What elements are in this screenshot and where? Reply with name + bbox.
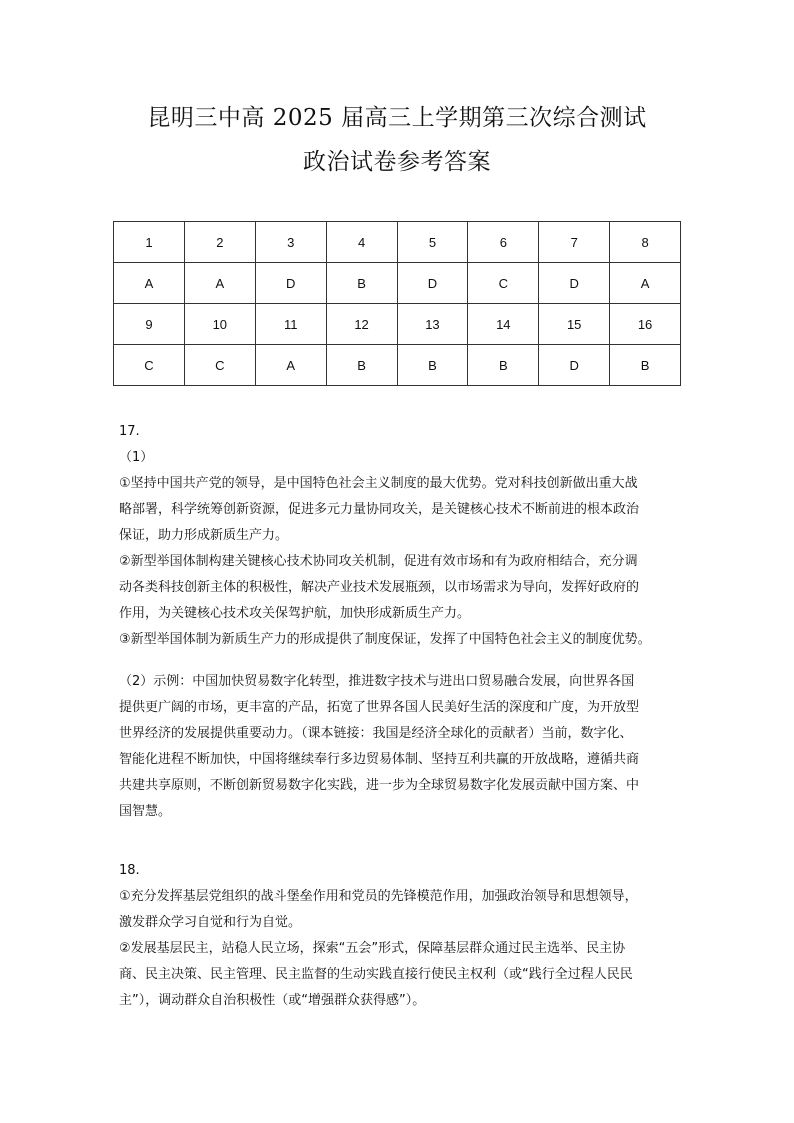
- table-cell: 13: [397, 304, 468, 345]
- answer-line: ②新型举国体制构建关键核心技术协同攻关机制，促进有效市场和有为政府相结合，充分调: [119, 554, 638, 569]
- answer-line: ①充分发挥基层党组织的战斗堡垒作用和党员的先锋模范作用，加强政治领导和思想领导，: [119, 889, 638, 904]
- table-cell: C: [468, 263, 539, 304]
- answer-line: 略部署，科学统筹创新资源，促进多元力量协同攻关，是关键核心技术不断前进的根本政治: [119, 502, 640, 517]
- table-cell: A: [610, 263, 681, 304]
- answer-line: ③新型举国体制为新质生产力的形成提供了制度保证，发挥了中国特色社会主义的制度优势。: [119, 632, 651, 647]
- answer-line: 商、民主决策、民主管理、民主监督的生动实践直接行使民主权利（或“践行全过程人民民: [119, 967, 633, 982]
- table-cell: 10: [184, 304, 255, 345]
- answer-line: 作用，为关键核心技术攻关保驾护航，加快形成新质生产力。: [119, 606, 471, 621]
- question-18-answer: [119, 858, 689, 1014]
- answer-table: [113, 221, 681, 386]
- answer-line: 智能化进程不断加快，中国将继续奉行多边贸易体制、坚持互利共赢的开放战略，遵循共商: [119, 752, 640, 767]
- table-cell: 3: [255, 222, 326, 263]
- table-cell: 5: [397, 222, 468, 263]
- answer-line: 国智慧。: [119, 804, 172, 819]
- table-row: [114, 222, 681, 263]
- answer-line: 世界经济的发展提供重要动力。（课本链接：我国是经济全球化的贡献者）当前，数字化、: [119, 726, 633, 741]
- question-number: 18.: [119, 863, 140, 878]
- answer-line: ②发展基层民主，站稳人民立场，探索“五会”形式，保障基层群众通过民主选举、民主协: [119, 941, 626, 956]
- table-row: [114, 345, 681, 386]
- document-title: 昆明三中高 2025 届高三上学期第三次综合测试: [147, 105, 647, 131]
- answer-line: 动各类科技创新主体的积极性，解决产业技术发展瓶颈，以市场需求为导向，发挥好政府的: [119, 580, 640, 595]
- part-label: （1）: [119, 450, 154, 465]
- answer-line: 主”），调动群众自治积极性（或“增强群众获得感”）。: [119, 993, 426, 1008]
- table-cell: 6: [468, 222, 539, 263]
- answer-line: 激发群众学习自觉和行为自觉。: [119, 915, 302, 930]
- table-cell: 1: [114, 222, 185, 263]
- table-cell: 7: [539, 222, 610, 263]
- answer-line: 共建共享原则，不断创新贸易数字化实践，进一步为全球贸易数字化发展贡献中国方案、中: [119, 778, 640, 793]
- table-cell: 9: [114, 304, 185, 345]
- table-cell: B: [610, 345, 681, 386]
- table-cell: 11: [255, 304, 326, 345]
- table-cell: 14: [468, 304, 539, 345]
- document-subtitle: 政治试卷参考答案: [303, 149, 491, 175]
- table-cell: D: [539, 263, 610, 304]
- answer-line: （2）示例：中国加快贸易数字化转型，推进数字技术与进出口贸易融合发展，向世界各国: [119, 674, 635, 689]
- table-row: [114, 304, 681, 345]
- table-cell: A: [255, 345, 326, 386]
- table-cell: 2: [184, 222, 255, 263]
- question-number: 17.: [119, 424, 140, 439]
- answer-line: ①坚持中国共产党的领导，是中国特色社会主义制度的最大优势。党对科技创新做出重大战: [119, 476, 638, 491]
- table-cell: B: [326, 345, 397, 386]
- table-cell: 4: [326, 222, 397, 263]
- table-cell: A: [184, 263, 255, 304]
- table-cell: A: [114, 263, 185, 304]
- answer-line: 提供更广阔的市场，更丰富的产品，拓宽了世界各国人民美好生活的深度和广度，为开放型: [119, 700, 640, 715]
- table-cell: D: [539, 345, 610, 386]
- table-cell: 16: [610, 304, 681, 345]
- table-cell: B: [397, 345, 468, 386]
- table-cell: 12: [326, 304, 397, 345]
- table-cell: D: [397, 263, 468, 304]
- answer-line: 保证，助力形成新质生产力。: [119, 528, 289, 543]
- table-cell: C: [114, 345, 185, 386]
- table-cell: D: [255, 263, 326, 304]
- spacer: [119, 653, 689, 669]
- table-row: [114, 263, 681, 304]
- table-cell: 15: [539, 304, 610, 345]
- question-17-answer: [119, 419, 689, 825]
- table-cell: B: [468, 345, 539, 386]
- table-cell: 8: [610, 222, 681, 263]
- table-cell: C: [184, 345, 255, 386]
- table-cell: B: [326, 263, 397, 304]
